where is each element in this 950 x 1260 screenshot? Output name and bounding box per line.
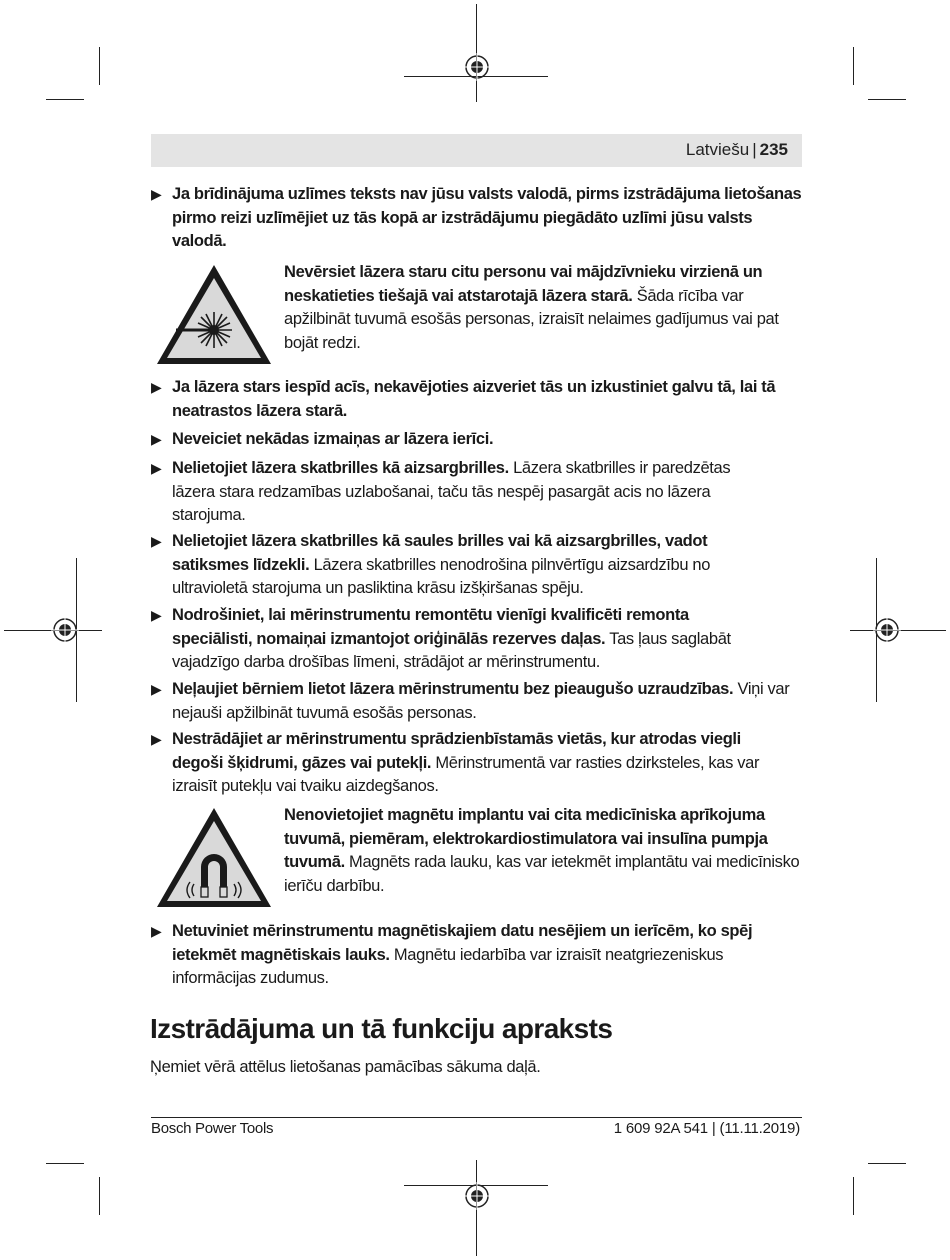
safety-item-bold: Netuviniet mērinstrumentu magnētiskajiem datu nesējiem un ierīcēm, ko spēj ietekmēt magnētiskais lauks. [172, 922, 753, 964]
safety-item-bold: Nenovietojiet magnētu implantu vai cita medicīniska aprīkojuma tuvumā, piemēram, elektrokardiostimulatora vai insulīna pumpja tuvumā. [284, 806, 768, 871]
safety-item-bold: Nelietojiet lāzera skatbrilles kā saules brilles vai kā aizsargbrilles, vadot satiksmes līdzekli. [172, 532, 708, 574]
safety-item-text: Magnēts rada lauku, kas var ietekmēt implantātu vai medicīnisko ierīču darbību. [284, 853, 800, 895]
magnet-warning-icon [154, 805, 274, 911]
page-number: 235 [759, 140, 788, 159]
safety-item-text: Šāda rīcība var apžilbināt tuvumā esošās personas, izraisīt nelaimes gadījumus vai pat bojāt redzi. [284, 286, 779, 352]
bullet-icon: ▶ [151, 681, 162, 697]
safety-item-bold: Nodrošiniet, lai mērinstrumentu remontētu vienīgi kvalificēti remonta speciālisti, nomaiņai izmantojot oriģinālās rezerves daļas. [172, 606, 689, 648]
bullet-icon: ▶ [151, 431, 162, 447]
safety-item-bold: Ja lāzera stars iespīd acīs, nekavējoties aizveriet tās un izkustiniet galvu tā, lai tā neatrastos lāzera starā. [172, 378, 776, 420]
section-title: Izstrādājuma un tā funkciju apraksts [150, 1013, 613, 1044]
page-header [151, 134, 802, 167]
safety-item [172, 428, 802, 452]
safety-item [172, 376, 804, 423]
safety-item-text: Lāzera skatbrilles ir paredzētas lāzera stara redzamības uzlabošanai, taču tās nespēj pasargāt acis no lāzera starojuma. [172, 459, 731, 524]
safety-item-bold: Nevērsiet lāzera staru citu personu vai mājdzīvnieku virzienā un neskatieties tiešajā vai atstarotajā lāzera starā. [284, 263, 763, 305]
section-text: Ņemiet vērā attēlus lietošanas pamācības sākuma daļā. [150, 1058, 541, 1076]
footer-rule [151, 1117, 802, 1118]
registration-target-bottom [463, 1182, 491, 1210]
header-separator: | [752, 140, 757, 159]
safety-item-bold: Nelietojiet lāzera skatbrilles kā aizsargbrilles. [172, 459, 509, 477]
bullet-icon: ▶ [151, 731, 162, 747]
header-language: Latviešu [685, 140, 750, 159]
safety-item-text: Viņi var nejauši apžilbināt tuvumā esošās personas. [172, 680, 790, 722]
safety-item [172, 678, 804, 725]
safety-item [172, 728, 790, 799]
safety-item-text: Magnētu iedarbība var izraisīt neatgriezeniskus informācijas zudumus. [172, 945, 724, 987]
safety-item-text: Mērinstrumentā var rasties dzirksteles, kas var izraisīt putekļu vai tvaiku aizdegšanos. [172, 753, 760, 795]
safety-item [172, 920, 790, 991]
footer-doc-code: 1 609 92A 541 | (11.11.2019) [613, 1120, 800, 1137]
safety-item [284, 261, 800, 355]
bullet-icon: ▶ [151, 379, 162, 395]
bullet-icon: ▶ [151, 923, 162, 939]
safety-item-text: Lāzera skatbrilles nenodrošina pilnvērtīgu aizsardzību no ultravioletā starojuma un pasliktina krāsu izšķiršanas spēju. [172, 555, 711, 597]
safety-item-bold: Neveiciet nekādas izmaiņas ar lāzera ierīci. [172, 430, 494, 448]
registration-target-top [463, 53, 491, 81]
bullet-icon: ▶ [151, 533, 162, 549]
page-header-text [686, 140, 788, 160]
safety-item [172, 530, 770, 601]
safety-item-text: Tas ļaus saglabāt vajadzīgo darba drošības līmeni, strādājot ar mērinstrumentu. [172, 629, 731, 671]
safety-item [172, 183, 802, 254]
safety-item-bold: Nestrādājiet ar mērinstrumentu sprādzienbīstamās vietās, kur atrodas viegli degoši šķidrumi, gāzes vai putekļi. [172, 730, 741, 772]
bullet-icon: ▶ [151, 607, 162, 623]
bullet-icon: ▶ [151, 186, 162, 202]
footer-brand: Bosch Power Tools [151, 1120, 274, 1137]
safety-item-bold: Ja brīdinājuma uzlīmes teksts nav jūsu valsts valodā, pirms izstrādājuma lietošanas pirmo reizi uzlīmējiet uz tās kopā ar izstrādājumu piegādāto uzlīmi jūsu valsts valodā. [172, 185, 802, 250]
laser-warning-icon [154, 262, 274, 368]
bullet-icon: ▶ [151, 460, 162, 476]
safety-item [284, 804, 800, 898]
registration-target-left [51, 616, 79, 644]
safety-item [172, 457, 772, 528]
safety-item [172, 604, 768, 675]
safety-item-bold: Neļaujiet bērniem lietot lāzera mērinstrumentu bez pieaugušo uzraudzības. [172, 680, 734, 698]
registration-target-right [873, 616, 901, 644]
